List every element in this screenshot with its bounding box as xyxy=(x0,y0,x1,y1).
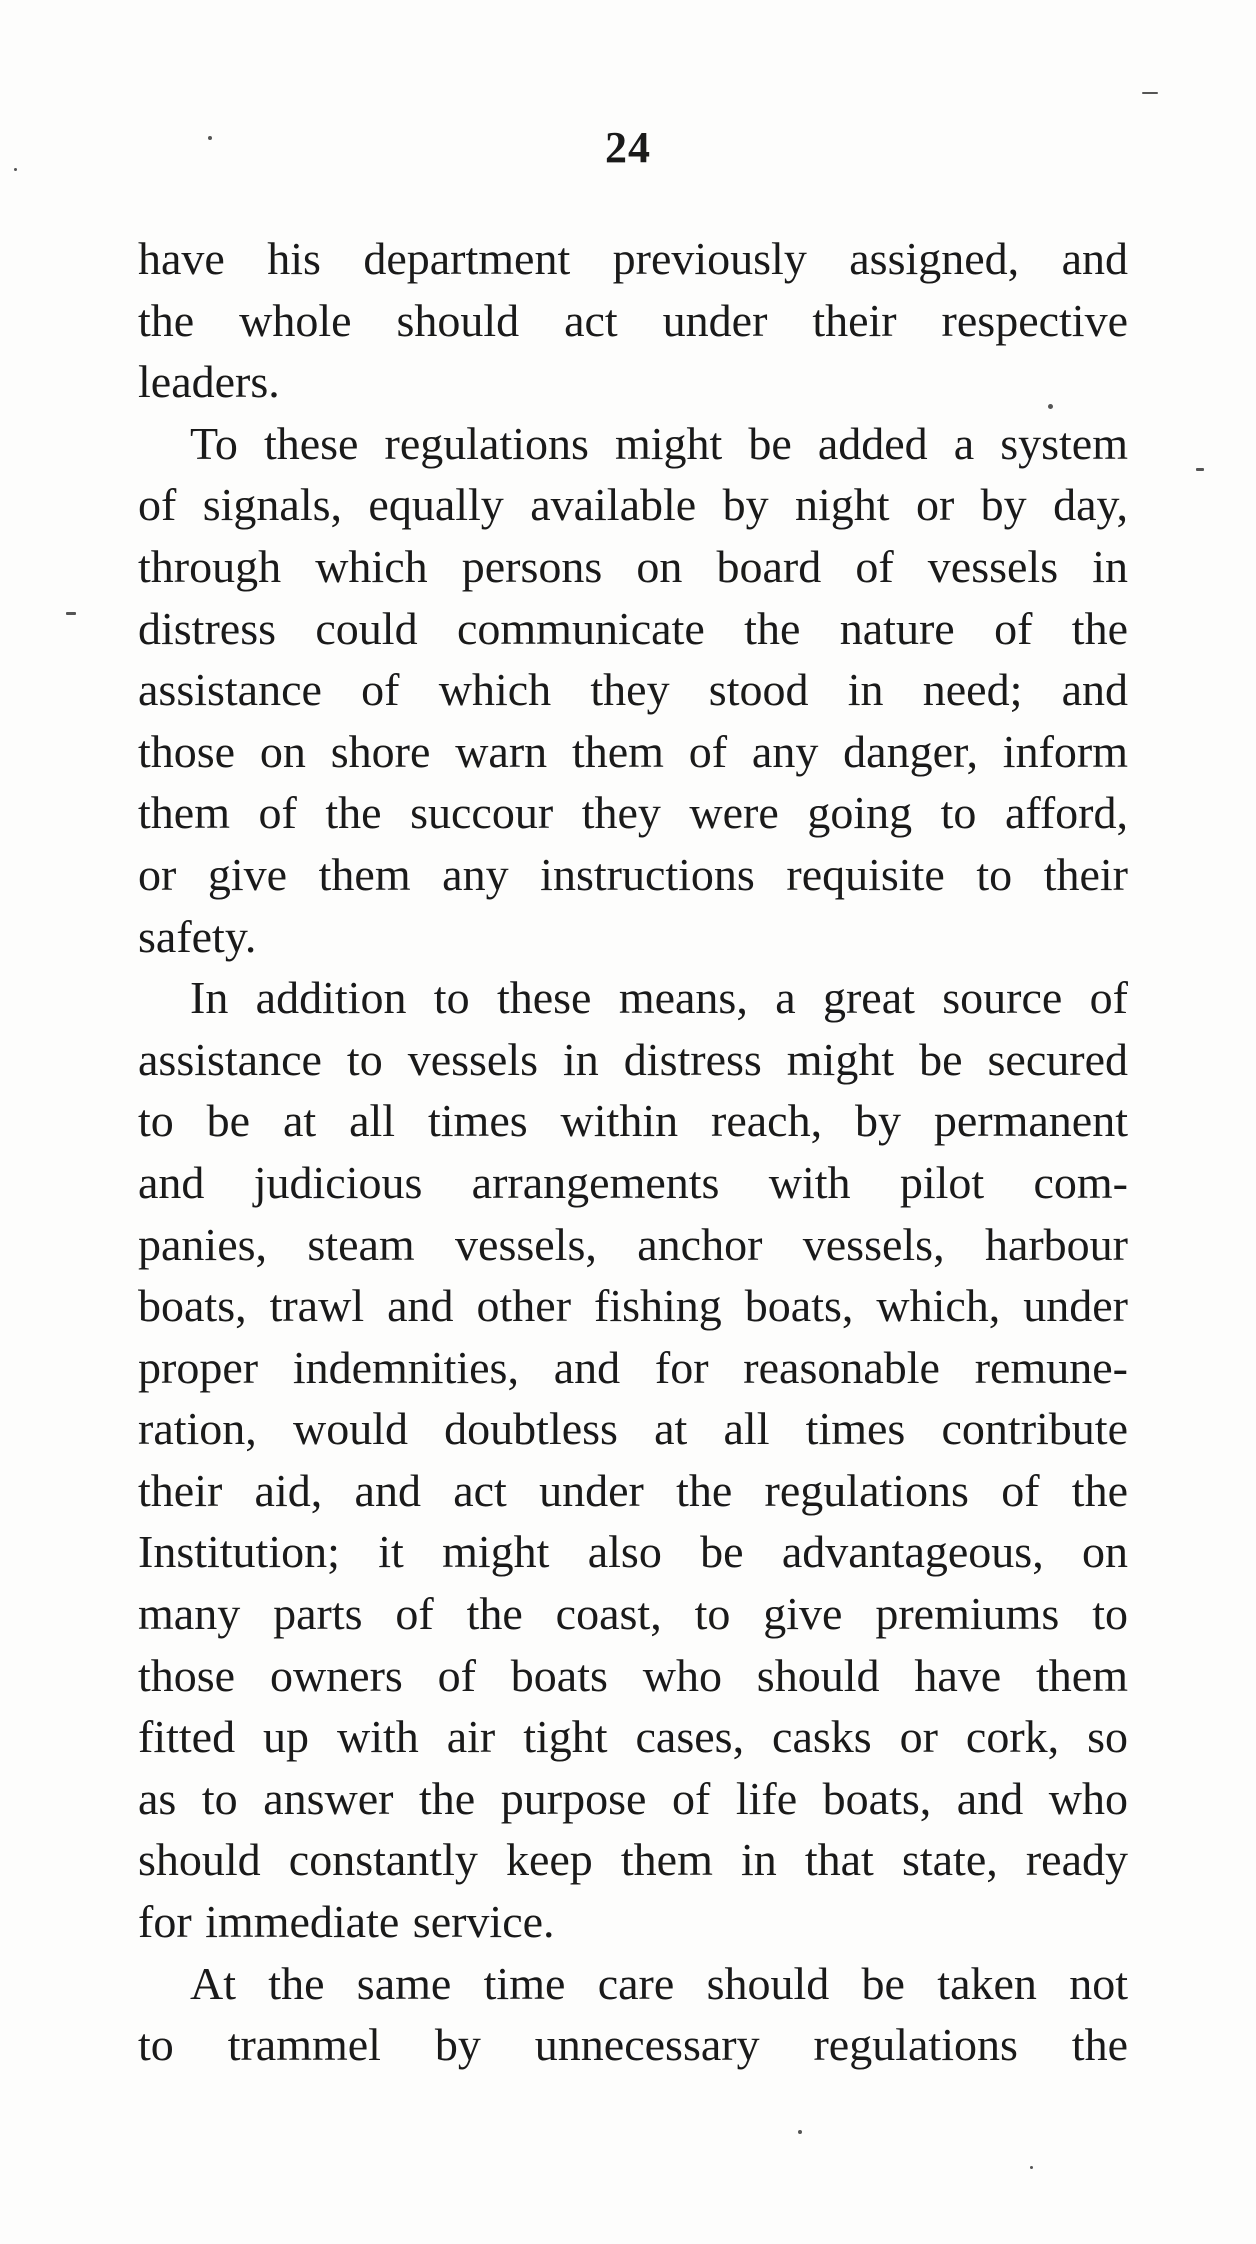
scan-speck xyxy=(1030,2166,1033,2169)
text-line: Institution; it might also be advantageous, on xyxy=(138,1526,1128,1578)
text-line: fitted up with air tight cases, casks or cork, so xyxy=(138,1711,1128,1763)
text-line: At the same time care should be taken not xyxy=(190,1957,1128,2009)
text-line: many parts of the coast, to give premiums to xyxy=(138,1588,1128,1640)
text-line: for immediate service. xyxy=(138,1896,555,1948)
paragraph xyxy=(138,413,1128,967)
text-line: should constantly keep them in that state, ready xyxy=(138,1834,1128,1886)
text-line: the whole should act under their respective xyxy=(138,294,1128,346)
scan-speck xyxy=(66,612,76,615)
scan-speck xyxy=(1196,468,1204,471)
scan-speck xyxy=(1048,404,1053,409)
text-line: to trammel by unnecessary regulations the xyxy=(138,2019,1128,2071)
text-line: them of the succour they were going to afford, xyxy=(138,787,1128,839)
scan-speck xyxy=(14,168,17,171)
scan-speck xyxy=(798,2130,802,2134)
text-line: distress could communicate the nature of the xyxy=(138,602,1128,654)
text-line: boats, trawl and other fishing boats, which, under xyxy=(138,1280,1128,1332)
text-line: through which persons on board of vessels in xyxy=(138,540,1128,592)
paragraph xyxy=(138,228,1128,413)
page-number: 24 xyxy=(605,123,651,172)
scan-speck xyxy=(208,136,212,140)
scan-speck xyxy=(1142,92,1158,94)
text-line: To these regulations might be added a system xyxy=(190,417,1128,469)
text-line: to be at all times within reach, by permanent xyxy=(138,1095,1128,1147)
text-line: and judicious arrangements with pilot com- xyxy=(138,1156,1128,1208)
text-line: or give them any instructions requisite to their xyxy=(138,848,1128,900)
text-line: proper indemnities, and for reasonable remune- xyxy=(138,1341,1128,1393)
paragraph xyxy=(138,967,1128,1953)
text-line: those owners of boats who should have them xyxy=(138,1649,1128,1701)
text-line: their aid, and act under the regulations of the xyxy=(138,1464,1128,1516)
text-line: of signals, equally available by night or by day, xyxy=(138,479,1128,531)
paragraph xyxy=(138,1953,1128,2076)
text-line: safety. xyxy=(138,910,257,962)
text-line: In addition to these means, a great source of xyxy=(190,972,1128,1024)
text-line: assistance of which they stood in need; and xyxy=(138,664,1128,716)
text-line: have his department previously assigned, and xyxy=(138,233,1128,284)
text-line: as to answer the purpose of life boats, and who xyxy=(138,1772,1128,1824)
body-text xyxy=(138,228,1128,2076)
text-line: panies, steam vessels, anchor vessels, harbour xyxy=(138,1218,1128,1270)
text-line: leaders. xyxy=(138,356,280,408)
text-line: assistance to vessels in distress might be secured xyxy=(138,1033,1128,1085)
text-line: those on shore warn them of any danger, inform xyxy=(138,725,1128,777)
text-line: ration, would doubtless at all times contribute xyxy=(138,1403,1128,1455)
